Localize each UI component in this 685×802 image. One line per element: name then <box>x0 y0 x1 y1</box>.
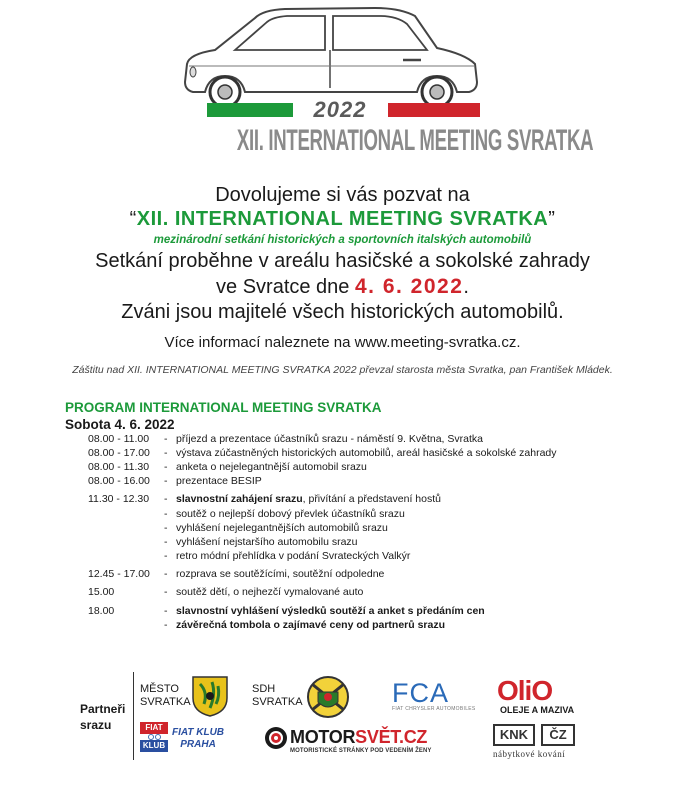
program-dash: - <box>164 493 168 505</box>
program-activity <box>176 522 388 534</box>
program-row <box>88 568 384 580</box>
nk-logo-right: ČZ <box>541 724 575 746</box>
program-dash: - <box>164 522 168 534</box>
date-line <box>0 275 685 300</box>
motorsvet-main: MOTOR <box>290 727 356 747</box>
invitation-intro: Dovolujeme si vás pozvat na <box>215 184 470 206</box>
program-time <box>88 522 164 534</box>
program-activity-text: vyhlášení nejelegantnějších automobilů srazu <box>176 522 388 534</box>
program-activity-text: anketa o nejelegantnější automobil srazu <box>176 461 367 473</box>
program-time: 18.00 <box>88 605 115 617</box>
program-row <box>88 433 483 445</box>
year-label: 2022 <box>313 97 367 122</box>
partners-label <box>80 701 125 733</box>
invitees-line: Zváni jsou majitelé všech historických automobilů. <box>121 301 564 323</box>
program-time: 08.00 - 17.00 <box>88 447 150 459</box>
program-time <box>88 550 164 562</box>
program-dash: - <box>164 461 168 473</box>
fiat-klub-line1: FIAT KLUB <box>172 727 225 738</box>
program-time <box>88 619 164 631</box>
program-activity-text: retro módní přehlídka v podání Svrateckých Valkýr <box>176 550 411 562</box>
date-prefix: ve Svratce dne <box>216 276 355 298</box>
program-row <box>88 536 358 548</box>
fiat-badge-top: FIAT <box>140 722 168 734</box>
program-dash: - <box>164 619 168 631</box>
program-dash: - <box>164 447 168 459</box>
program-activity <box>176 605 485 617</box>
event-title-logo: XII. INTERNATIONAL MEETING SVRATKA <box>236 124 594 157</box>
event-subtitle: mezinárodní setkání historických a sportovních italských automobilů <box>153 234 532 246</box>
program-time: 08.00 - 16.00 <box>88 475 150 487</box>
fiat-klub-line2: PRAHA <box>180 739 216 750</box>
program-dash: - <box>164 433 168 445</box>
program-dash: - <box>164 475 168 487</box>
motorsvet-red: SVĚT.CZ <box>355 727 428 747</box>
program-row <box>88 461 367 473</box>
program-row <box>88 493 441 505</box>
venue-line: Setkání proběhne v areálu hasičské a sokolské zahrady <box>95 250 590 272</box>
program-section <box>65 400 665 631</box>
invitation <box>0 184 685 376</box>
program-time <box>88 536 164 548</box>
program-activity <box>176 461 367 473</box>
fca-logo: FCA <box>392 678 449 708</box>
mesto-svratka-logo-text <box>140 683 191 709</box>
program-row <box>88 508 405 520</box>
car-illustration <box>175 4 495 112</box>
fiat-badge-bottom: KLUB <box>140 740 168 752</box>
program-activity <box>176 619 445 631</box>
program-activity-text: rozprava se soutěžícími, soutěžní odpoledne <box>176 568 385 580</box>
program-day: Sobota 4. 6. 2022 <box>65 417 175 432</box>
sdh-svratka-logo-text <box>252 683 303 709</box>
flag-green-stripe <box>207 103 293 117</box>
program-dash: - <box>164 568 168 580</box>
program-activity-bold: závěrečná tombola o zajímavé ceny od partnerů srazu <box>176 619 446 631</box>
program-title: PROGRAM INTERNATIONAL MEETING SVRATKA <box>65 400 382 415</box>
program-time: 15.00 <box>88 586 115 598</box>
program-time: 11.30 - 12.30 <box>88 493 150 505</box>
program-activity-text: příjezd a prezentace účastníků srazu - náměstí 9. Května, Svratka <box>176 433 483 445</box>
open-quote: “ <box>129 208 137 230</box>
program-activity-text: prezentace BESIP <box>176 475 262 487</box>
event-date: 4. 6. 2022 <box>354 275 464 298</box>
info-line: Více informací naleznete na www.meeting-svratka.cz. <box>164 334 521 351</box>
program-activity <box>176 475 262 487</box>
fca-subtitle: FIAT CHRYSLER AUTOMOBILES <box>392 706 476 712</box>
motorsvet-logo <box>290 727 427 748</box>
event-name <box>0 208 685 234</box>
nk-logo-left: KNK <box>493 724 535 746</box>
program-row <box>88 586 363 598</box>
partners-divider <box>133 672 134 760</box>
program-activity <box>176 586 363 598</box>
program-time <box>88 508 164 520</box>
program-time: 08.00 - 11.00 <box>88 433 150 445</box>
program-row <box>88 619 445 631</box>
program-row <box>88 447 557 459</box>
mesto-line2: SVRATKA <box>140 696 191 708</box>
sdh-line2: SVRATKA <box>252 696 303 708</box>
nk-subtitle: nábytkové kování <box>493 749 566 759</box>
program-time: 12.45 - 17.00 <box>88 568 150 580</box>
close-quote: ” <box>548 208 556 230</box>
motorsvet-subtitle: MOTORISTICKÉ STRÁNKY POD VEDENÍM ŽENY <box>290 748 432 754</box>
program-row <box>88 522 388 534</box>
program-dash: - <box>164 508 168 520</box>
program-row <box>88 605 485 617</box>
header <box>0 0 685 172</box>
program-activity-text: , přivítání a představení hostů <box>302 493 441 505</box>
program-dash: - <box>164 586 168 598</box>
partners-label-line1: Partneři <box>80 702 126 716</box>
program-time: 08.00 - 11.30 <box>88 461 150 473</box>
sdh-svratka-emblem-icon <box>304 674 352 720</box>
date-suffix: . <box>463 276 469 298</box>
motorsvet-wheel-icon <box>264 726 288 750</box>
program-row <box>88 475 262 487</box>
program-dash: - <box>164 536 168 548</box>
partners-label-line2: srazu <box>80 718 112 732</box>
patronage-note: Záštitu nad XII. INTERNATIONAL MEETING SVRATKA 2022 převzal starosta města Svratka, pan František Mládek. <box>72 364 613 376</box>
program-dash: - <box>164 605 168 617</box>
event-name-text: XII. INTERNATIONAL MEETING SVRATKA <box>136 208 549 230</box>
program-activity <box>176 493 441 505</box>
program-activity <box>176 568 384 580</box>
mesto-svratka-crest-icon <box>190 674 230 718</box>
flag-red-stripe <box>388 103 480 117</box>
program-activity <box>176 447 557 459</box>
program-activity-text: výstava zúčastněných historických automobilů, areál hasičské a sokolské zahrady <box>176 447 557 459</box>
mesto-line1: MĚSTO <box>140 683 179 695</box>
program-activity-text: soutěž dětí, o nejhezčí vymalované auto <box>176 586 364 598</box>
fiat-klub-badge-icon <box>140 722 168 752</box>
program-row <box>88 550 410 562</box>
program-activity <box>176 550 410 562</box>
program-activity-text: vyhlášení nejstaršího automobilu srazu <box>176 536 358 548</box>
olio-subtitle: OLEJE A MAZIVA <box>500 705 575 715</box>
program-activity-bold: slavnostní zahájení srazu <box>176 493 303 505</box>
program-activity-text: soutěž o nejlepší dobový převlek účastníků srazu <box>176 508 405 520</box>
program-activity <box>176 536 358 548</box>
sdh-line1: SDH <box>252 683 276 695</box>
program-activity <box>176 508 405 520</box>
olio-logo: OliO <box>497 675 553 706</box>
fiat-klub-text <box>172 727 224 751</box>
program-activity-bold: slavnostní vyhlášení výsledků soutěží a anket s předáním cen <box>176 605 485 617</box>
program-dash: - <box>164 550 168 562</box>
program-activity <box>176 433 483 445</box>
